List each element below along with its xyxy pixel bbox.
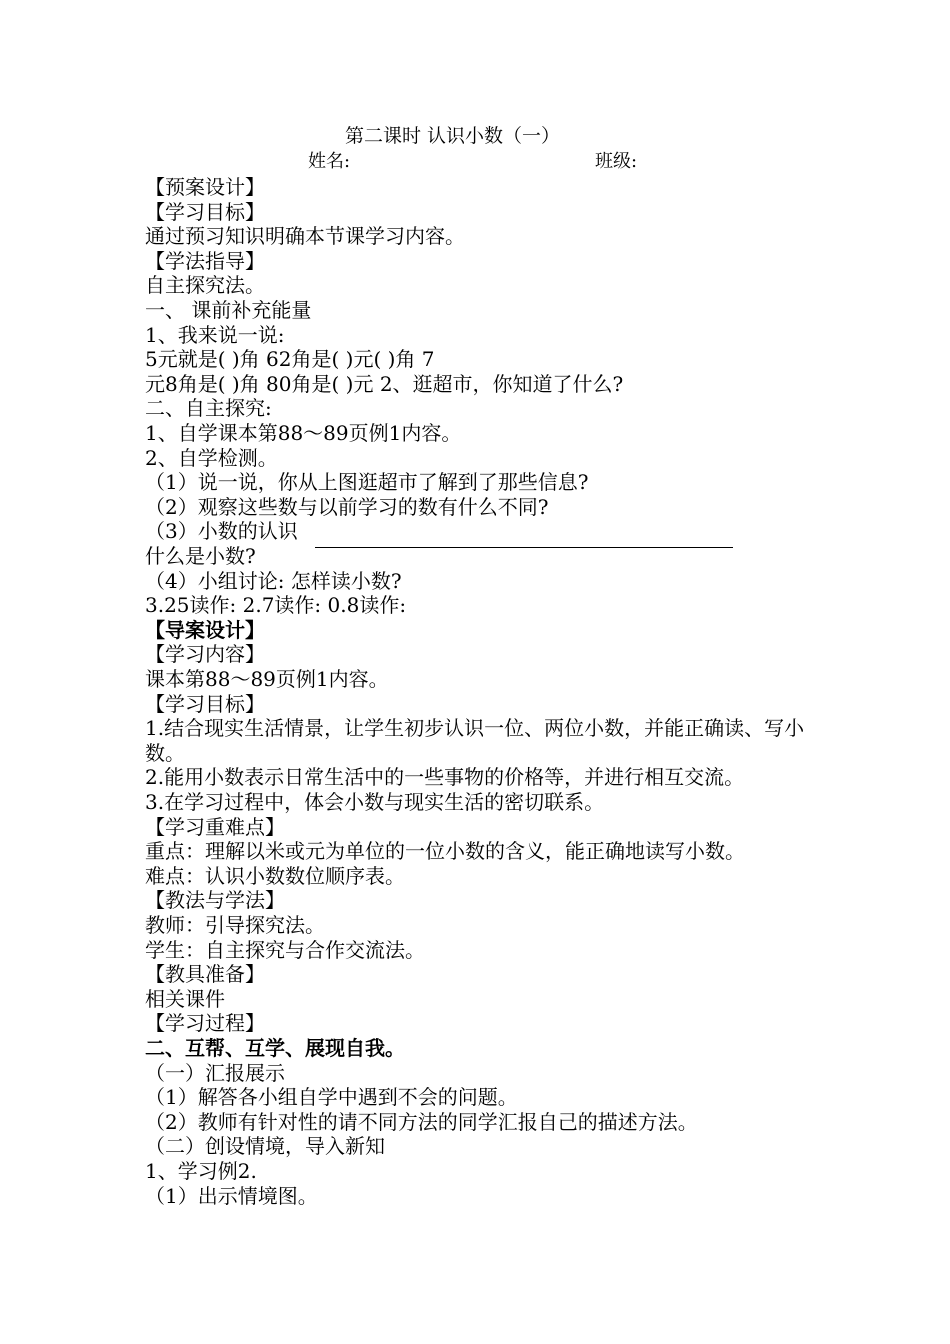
lesson-title: 第二课时 认识小数（一） [345,125,561,147]
line: 相关课件 [145,986,225,1011]
line: 【教法与学法】 [145,888,285,913]
line: 【学习目标】 [145,691,265,716]
line: 1、学习例2. [145,1159,257,1183]
line: （2）观察这些数与以前学习的数有什么不同? [145,494,549,519]
class-label: 班级: [595,151,638,172]
line: 【学习目标】 [145,199,265,224]
line: 3.在学习过程中，体会小数与现实生活的密切联系。 [145,790,605,814]
section-heading: 二、互帮、互学、展现自我。 [145,1036,405,1060]
line: 2、自学检测。 [145,445,278,470]
line: 课本第88～89页例1内容。 [145,667,389,691]
line: （1）出示情境图。 [145,1183,318,1208]
line: （一）汇报展示 [145,1060,285,1085]
line: 什么是小数? [145,544,256,568]
line: 5元就是( )角 62角是( )元( )角 7 [145,347,435,372]
line: 【学习过程】 [145,1011,265,1036]
line: （二）创设情境，导入新知 [145,1134,385,1159]
answer-underline [315,547,733,548]
line: 1.结合现实生活情景，让学生初步认识一位、两位小数，并能正确读、写小 [145,716,805,741]
line: （2）教师有针对性的请不同方法的同学汇报自己的描述方法。 [145,1109,698,1134]
line: （1）说一说，你从上图逛超市了解到了那些信息? [145,470,589,495]
line: 【教具准备】 [145,962,265,987]
line: 【学习重难点】 [145,814,285,839]
line: 难点：认识小数数位顺序表。 [145,863,405,888]
line: 教师：引导探究法。 [145,913,325,937]
line: 学生：自主探究与合作交流法。 [145,937,425,962]
line: （1）解答各小组自学中遇到不会的问题。 [145,1085,518,1110]
section-heading: 【导案设计】 [145,617,265,642]
line: 数。 [145,740,185,765]
line: 重点：理解以米或元为单位的一位小数的含义，能正确地读写小数。 [145,839,745,864]
name-label: 姓名: [308,151,351,172]
line: 二、自主探究: [145,396,272,421]
line: 3.25读作: 2.7读作: 0.8读作: [145,593,407,618]
line: 【学习内容】 [145,642,265,667]
line: 元8角是( )角 80角是( )元 2、逛超市，你知道了什么? [145,371,624,396]
line: 【预案设计】 [145,175,265,199]
line: （3）小数的认识 [145,519,298,544]
line: 自主探究法。 [145,273,265,298]
line: （4）小组讨论: 怎样读小数? [145,568,402,593]
line: 【学法指导】 [145,248,265,273]
line: 1、我来说一说: [145,322,285,347]
line: 一、 课前补充能量 [145,298,312,322]
line: 1、自学课本第88～89页例1内容。 [145,421,462,445]
line: 通过预习知识明确本节课学习内容。 [145,224,465,249]
line: 2.能用小数表示日常生活中的一些事物的价格等，并进行相互交流。 [145,765,745,790]
